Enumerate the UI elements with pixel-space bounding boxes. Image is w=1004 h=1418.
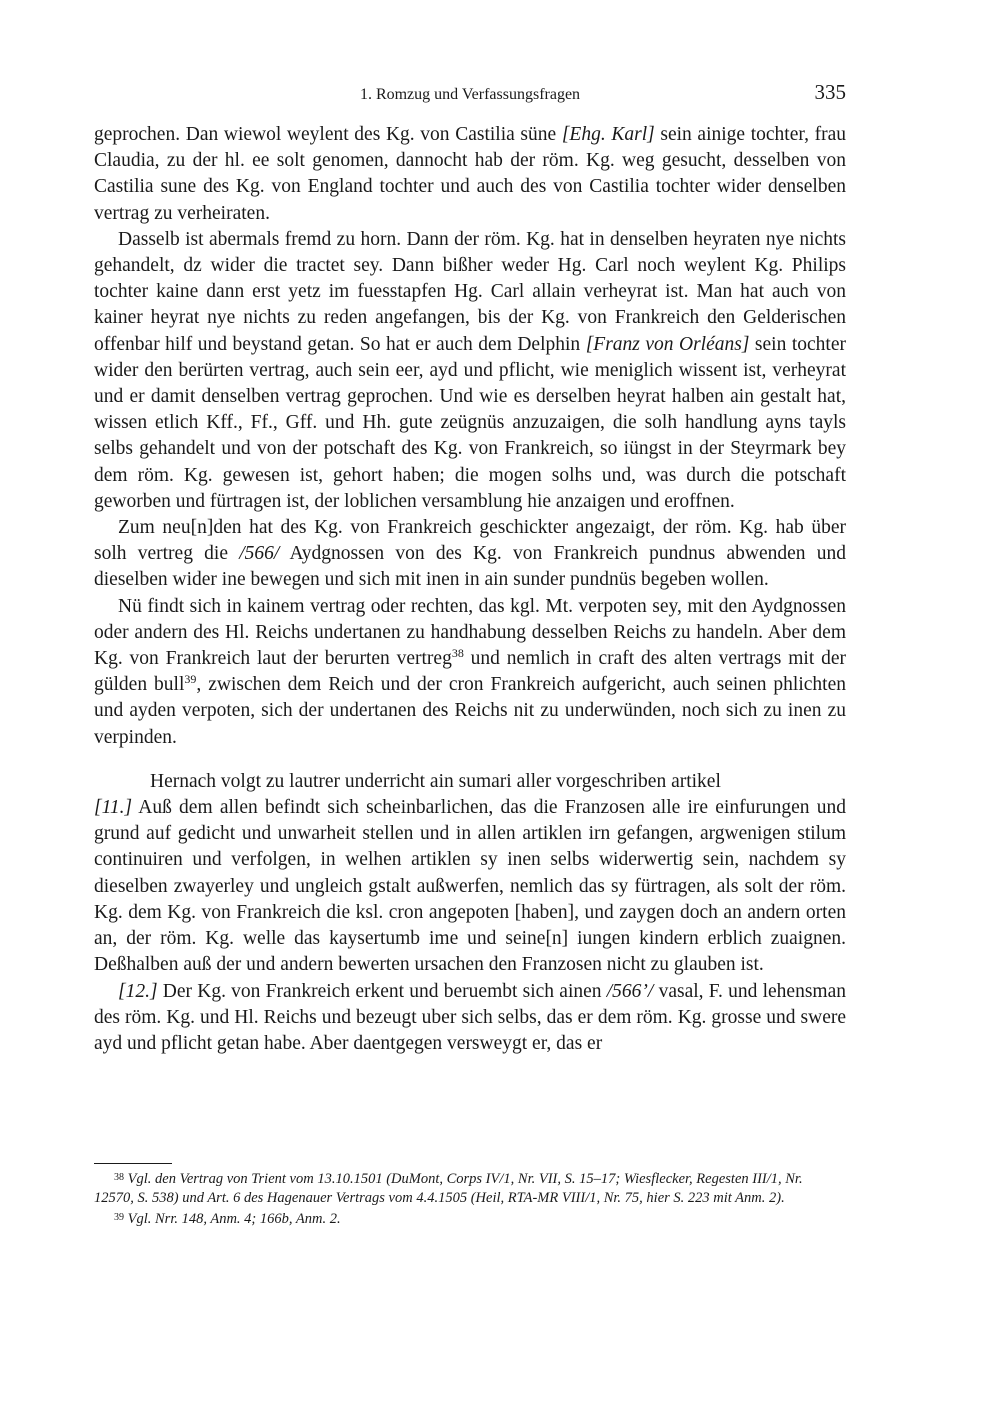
text-run: Dasselb ist abermals fremd zu horn. Dann der röm. Kg. hat in denselben heyraten nye nichts gehandelt, dz wider die tractet sey. Dann bißher weder Hg. Carl noch weylent Kg. Philips tochter kaine dann erst yetz im fuesstapfen Hg. Carl allain verheyrat ist. Man hat auch von kainer heyrat nye nichts zu reden angefangen, bis der Kg. von Frankreich den Gelderischen offenbar hilf und beystand getan. So hat er auch dem Delphin [94,228,846,355]
paragraph [94,515,846,594]
text-run: , zwischen dem Reich und der cron Frankreich aufgericht, auch seinen phlichten und ayden verpoten, sich der undertanen des Reichs nit zu underwünden, noch sich zu inen zu verpinden. [94,674,846,748]
text-run: sein tochter wider den berürten vertrag, auch sein eer, ayd und pflicht, wie meniglich wissent ist, verheyrat und er damit denselben vertrag geprochen. Und wie es derselben heyrat halben ain gestalt hat, wissen etlich Kff., Ff., Gff. und Hh. gute zeügnüs anzuzaigen, die solh handlung ayns tayls selbs gehandelt und von der potschaft des Kg. von Frankreich, so iüngst in der Steyrmark bey dem röm. Kg. gewesen ist, gehort haben; die mogen solhs und, was durch die potschaft geworben und fürtragen ist, der loblichen versamblung hie anzaigen und eroffnen. [94,333,846,512]
footnote-ref-39[interactable]: 39 [184,672,197,687]
section-heading: Hernach volgt zu lautrer underricht ain sumari aller vorgeschriben artikel [150,770,721,792]
text-run: geprochen. Dan wiewol weylent des Kg. von Castilia süne [94,124,562,145]
footnote-39 [94,1208,846,1229]
paragraph [94,227,846,515]
footnote-text: Vgl. den Vertrag von Trient vom 13.10.1501 (DuMont, Corps IV/1, Nr. VII, S. 15–17; Wiesflecker, Regesten III/1, Nr. 12570, S. 538) und Art. 6 des Hagenauer Vertrags vom 4.4.1505 (Heil, RTA-MR VIII/1, Nr. 75, hier S. 223 mit Anm. 2). [94,1171,803,1206]
footnotes [94,1163,846,1229]
page-header [94,80,846,110]
paragraph [94,979,846,1058]
footnote-number: 38 [114,1172,124,1183]
paragraph [94,122,846,227]
article-number: [12.] [118,980,158,1002]
editorial-note: [Franz von Orléans] [585,333,750,355]
text-run: Der Kg. von Frankreich erkent und beruembt sich ainen [157,980,607,1002]
text-run: vasal, F. und lehensman des röm. Kg. und Hl. Reichs und bezeugt uber sich selbs, das er dem röm. Kg. grosse und swere ayd und pflicht getan habe. Aber daentgegen versweygt er, das er [94,980,846,1054]
text-run: Zum neu[n]den hat des Kg. von Frankreich geschickter angezaigt, der röm. Kg. hab über solh vertreg die [94,517,846,565]
footnote-rule [94,1163,172,1164]
footnote-text: Vgl. Nrr. 148, Anm. 4; 166b, Anm. 2. [127,1211,341,1227]
editorial-note: [Ehg. Karl] [561,124,655,145]
main-text [94,122,846,1057]
text-run: Nü findt sich in kainem vertrag oder rechten, das kgl. Mt. verpoten sey, mit den Aydgnossen oder andern des Hl. Reichs undertanen zu handhabung desselben Reichs zu handeln. Aber dem Kg. von Frankreich laut der berurten vertreg [94,595,846,670]
text-run: Aydgnossen von des Kg. von Frankreich pundnus abwenden und dieselben wider ine bewegen und sich mit inen in ain sunder pundnüs begeben wollen. [94,543,846,591]
text-run: sein ainige tochter, frau Claudia, zu der hl. ee solt genomen, dannocht hab der röm. Kg. weg gesucht, desselben von Castilia sune des Kg. von England tochter und auch des von Castilia tochter wider denselben vertrag zu verheiraten. [94,124,846,224]
section-gap [94,751,846,769]
folio-marker: /566’/ [606,980,654,1002]
footnote-ref-38[interactable]: 38 [451,646,464,661]
running-title: 1. Romzug und Verfassungsfragen [359,86,581,103]
paragraph [94,594,846,751]
folio-marker: /566/ [239,543,280,565]
text-run: und nemlich in craft des alten vertrags mit der gülden bull [94,648,846,696]
text-run: Auß dem allen befindt sich scheinbarlichen, das die Franzosen alle ire einfurungen und grund auf gedicht und unwarheit stellen und in allen artiklen irn gefangen, argwenigen stilum continuiren und verfolgen, in welhen artiklen sy inen selbs widerwertig sein, nachdem sy dieselben zwayerley und ungleich gstalt außwerfen, nemlich das sy fürtragen, als solt der röm. Kg. dem Kg. von Frankreich die ksl. cron angepoten [haben], und zaygen doch an andern orten an, der röm. Kg. welle das kaysertumb ime und seine[n] iungen kindern erblich zuaignen. Deßhalben auß der und andern bewerten ursachen den Franzosen nicht zu glauben ist. [94,797,846,976]
paragraph [94,795,846,978]
page-number: 335 [814,80,846,104]
footnote-number: 39 [114,1212,124,1223]
article-number: [11.] [94,797,133,819]
footnote-38 [94,1168,846,1208]
